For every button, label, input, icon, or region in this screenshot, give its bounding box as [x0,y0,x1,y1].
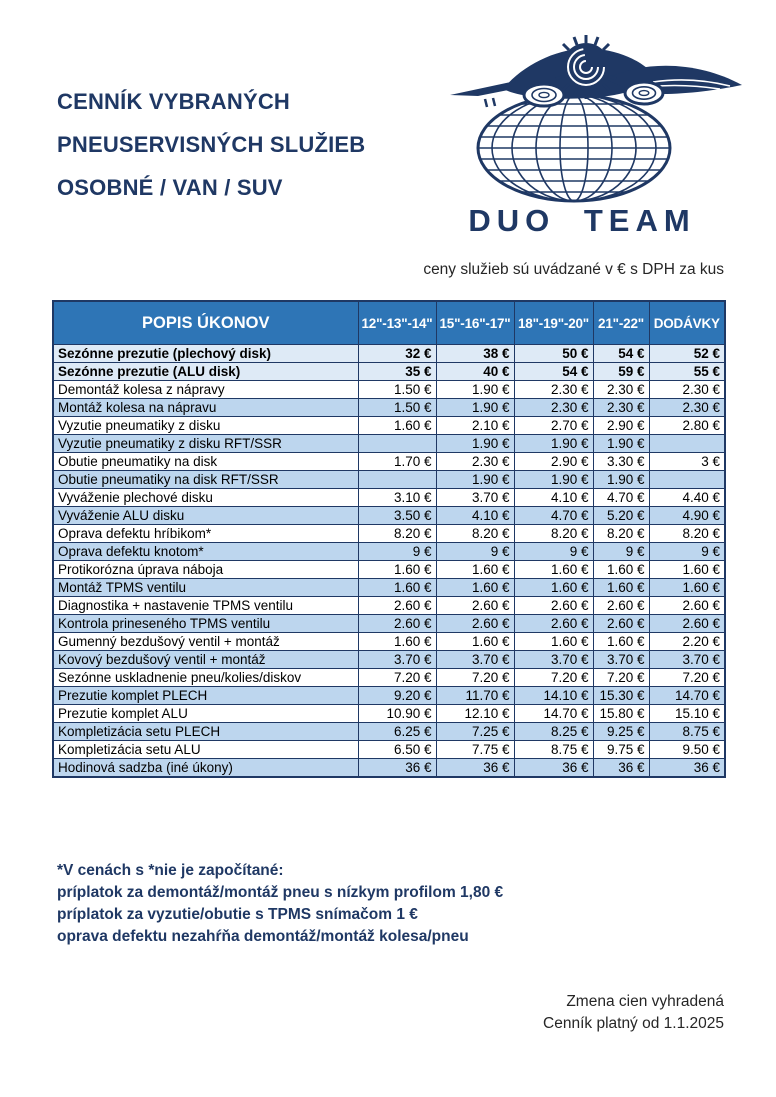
price-cell: 1.60 € [436,633,514,651]
price-cell: 8.20 € [436,525,514,543]
footnote-line-1: *V cenách s *nie je započítané: [57,862,284,879]
price-cell: 36 € [593,759,649,778]
service-label: Demontáž kolesa z nápravy [53,381,358,399]
price-cell: 7.20 € [358,669,436,687]
service-label: Vyzutie pneumatiky z disku RFT/SSR [53,435,358,453]
price-cell [358,435,436,453]
price-cell: 9.20 € [358,687,436,705]
price-cell: 3.70 € [436,651,514,669]
price-cell: 15.10 € [649,705,725,723]
price-cell: 1.90 € [436,381,514,399]
price-cell: 1.50 € [358,399,436,417]
table-row [53,345,725,363]
price-cell: 36 € [358,759,436,778]
price-cell: 9 € [593,543,649,561]
price-cell: 1.90 € [436,399,514,417]
service-label: Obutie pneumatiky na disk RFT/SSR [53,471,358,489]
price-cell: 2.60 € [649,615,725,633]
price-cell: 8.20 € [514,525,593,543]
price-cell: 2.60 € [514,615,593,633]
spiral-shell-icon [554,35,618,99]
price-cell [649,471,725,489]
col-header-12-13-14: 12"-13"-14" [358,301,436,345]
price-cell: 55 € [649,363,725,381]
footnotes [57,860,503,948]
price-cell: 7.75 € [436,741,514,759]
service-label: Obutie pneumatiky na disk [53,453,358,471]
price-cell: 1.60 € [358,561,436,579]
price-cell: 1.60 € [649,561,725,579]
col-header-15-16-17: 15"-16"-17" [436,301,514,345]
price-cell: 7.25 € [436,723,514,741]
price-cell: 1.60 € [514,633,593,651]
price-cell: 1.60 € [649,579,725,597]
table-row [53,705,725,723]
price-cell: 2.90 € [593,417,649,435]
table-row [53,615,725,633]
price-cell: 3.70 € [436,489,514,507]
title-line-1: CENNÍK VYBRANÝCH [57,89,290,114]
service-label: Sezónne uskladnenie pneu/kolies/diskov [53,669,358,687]
col-header-21-22: 21"-22" [593,301,649,345]
price-cell: 11.70 € [436,687,514,705]
price-cell: 3.30 € [593,453,649,471]
table-row [53,669,725,687]
price-cell: 32 € [358,345,436,363]
table-row [53,399,725,417]
table-row [53,723,725,741]
col-header-18-19-20: 18"-19"-20" [514,301,593,345]
service-label: Protikorózna úprava náboja [53,561,358,579]
price-cell: 7.20 € [649,669,725,687]
table-header-row [53,301,725,345]
price-cell: 1.60 € [358,417,436,435]
service-label: Oprava defektu hríbikom* [53,525,358,543]
price-cell [649,435,725,453]
price-cell: 36 € [649,759,725,778]
price-cell: 14.70 € [649,687,725,705]
service-label: Montáž TPMS ventilu [53,579,358,597]
logo-wordmark: DUO TEAM [468,203,696,238]
service-label: Sezónne prezutie (ALU disk) [53,363,358,381]
price-cell: 12.10 € [436,705,514,723]
service-label: Kompletizácia setu PLECH [53,723,358,741]
price-cell: 4.70 € [514,507,593,525]
price-cell: 10.90 € [358,705,436,723]
price-cell: 8.75 € [649,723,725,741]
price-cell: 1.90 € [436,471,514,489]
service-label: Prezutie komplet PLECH [53,687,358,705]
price-cell: 9.50 € [649,741,725,759]
price-cell: 3.70 € [358,651,436,669]
price-cell: 7.20 € [514,669,593,687]
table-row [53,687,725,705]
price-cell: 2.30 € [436,453,514,471]
price-cell: 9 € [514,543,593,561]
price-cell: 8.20 € [649,525,725,543]
price-cell: 59 € [593,363,649,381]
footnote-line-2: príplatok za demontáž/montáž pneu s nízkym profilom 1,80 € [57,884,504,901]
service-label: Kompletizácia setu ALU [53,741,358,759]
price-cell: 1.50 € [358,381,436,399]
price-cell: 14.70 € [514,705,593,723]
service-label: Oprava defektu knotom* [53,543,358,561]
table-row [53,435,725,453]
price-cell: 3.10 € [358,489,436,507]
price-cell: 1.60 € [514,579,593,597]
duo-team-logo [448,33,748,238]
table-row [53,597,725,615]
service-label: Montáž kolesa na nápravu [53,399,358,417]
table-row [53,741,725,759]
table-row [53,471,725,489]
service-label: Kontrola prineseného TPMS ventilu [53,615,358,633]
table-row [53,525,725,543]
price-cell: 54 € [593,345,649,363]
service-label: Vyváženie plechové disku [53,489,358,507]
table-row [53,363,725,381]
table-row [53,489,725,507]
footnote-line-4: oprava defektu nezahŕňa demontáž/montáž kolesa/pneu [57,928,469,945]
validity-line-1: Zmena cien vyhradená [566,993,724,1010]
price-cell: 40 € [436,363,514,381]
price-cell: 5.20 € [593,507,649,525]
price-cell: 2.60 € [436,615,514,633]
price-cell: 35 € [358,363,436,381]
price-cell: 2.60 € [649,597,725,615]
price-cell: 1.90 € [436,435,514,453]
validity-note [543,991,724,1035]
price-cell: 3.50 € [358,507,436,525]
price-cell: 9 € [649,543,725,561]
page-title [57,80,365,209]
price-cell: 4.70 € [593,489,649,507]
price-cell: 50 € [514,345,593,363]
price-cell: 1.60 € [436,561,514,579]
vat-note: ceny služieb sú uvádzané v € s DPH za kus [423,261,724,278]
price-cell: 1.90 € [514,435,593,453]
price-cell: 8.25 € [514,723,593,741]
table-row [53,381,725,399]
price-cell: 8.75 € [514,741,593,759]
col-header-dodavky: DODÁVKY [649,301,725,345]
service-label: Diagnostika + nastavenie TPMS ventilu [53,597,358,615]
price-cell: 1.90 € [514,471,593,489]
globe-icon [478,95,670,201]
price-cell: 2.60 € [593,597,649,615]
price-cell: 3 € [649,453,725,471]
price-cell: 2.30 € [593,399,649,417]
price-cell: 1.60 € [436,579,514,597]
price-cell: 2.60 € [358,615,436,633]
price-cell: 1.60 € [593,579,649,597]
table-row [53,579,725,597]
table-row [53,453,725,471]
price-cell: 15.80 € [593,705,649,723]
price-cell: 3.70 € [649,651,725,669]
table-row [53,759,725,778]
price-table [52,300,726,778]
price-cell: 9 € [358,543,436,561]
service-label: Prezutie komplet ALU [53,705,358,723]
table-row [53,633,725,651]
service-label: Hodinová sadzba (iné úkony) [53,759,358,778]
price-cell: 2.20 € [649,633,725,651]
car-icon [450,35,742,107]
price-cell: 9 € [436,543,514,561]
price-cell: 3.70 € [514,651,593,669]
price-cell: 2.30 € [514,381,593,399]
title-line-2: PNEUSERVISNÝCH SLUŽIEB [57,132,366,157]
price-cell: 8.20 € [593,525,649,543]
price-cell: 1.60 € [514,561,593,579]
price-cell: 2.30 € [514,399,593,417]
price-cell: 2.70 € [514,417,593,435]
price-cell: 4.10 € [514,489,593,507]
front-wheel-icon [625,82,663,104]
service-label: Sezónne prezutie (plechový disk) [53,345,358,363]
price-cell: 36 € [514,759,593,778]
price-cell: 2.60 € [358,597,436,615]
price-cell: 1.90 € [593,471,649,489]
rear-wheel-icon [524,84,564,106]
price-cell: 1.60 € [593,633,649,651]
table-row [53,543,725,561]
price-cell: 54 € [514,363,593,381]
table-row [53,417,725,435]
price-cell: 4.40 € [649,489,725,507]
table-row [53,561,725,579]
price-cell [358,471,436,489]
price-cell: 1.90 € [593,435,649,453]
price-cell: 9.75 € [593,741,649,759]
price-cell: 6.25 € [358,723,436,741]
service-label: Kovový bezdušový ventil + montáž [53,651,358,669]
price-cell: 2.30 € [593,381,649,399]
price-cell: 2.60 € [436,597,514,615]
price-cell: 1.60 € [593,561,649,579]
service-label: Vyváženie ALU disku [53,507,358,525]
price-cell: 9.25 € [593,723,649,741]
price-cell: 4.10 € [436,507,514,525]
price-cell: 2.60 € [514,597,593,615]
price-cell: 7.20 € [593,669,649,687]
table-row [53,651,725,669]
price-cell: 7.20 € [436,669,514,687]
price-cell: 2.60 € [593,615,649,633]
price-cell: 8.20 € [358,525,436,543]
price-cell: 15.30 € [593,687,649,705]
price-cell: 38 € [436,345,514,363]
price-cell: 2.80 € [649,417,725,435]
table-row [53,507,725,525]
title-line-3: OSOBNÉ / VAN / SUV [57,175,283,200]
price-cell: 3.70 € [593,651,649,669]
price-cell: 1.60 € [358,633,436,651]
footnote-line-3: príplatok za vyzutie/obutie s TPMS snímačom 1 € [57,906,418,923]
price-cell: 2.30 € [649,399,725,417]
col-header-popis-ukonov: POPIS ÚKONOV [53,301,358,345]
price-cell: 2.10 € [436,417,514,435]
price-cell: 2.30 € [649,381,725,399]
price-cell: 6.50 € [358,741,436,759]
service-label: Gumenný bezdušový ventil + montáž [53,633,358,651]
price-cell: 14.10 € [514,687,593,705]
price-cell: 1.70 € [358,453,436,471]
price-cell: 4.90 € [649,507,725,525]
globe-car-logo-graphic [448,33,748,238]
price-cell: 2.90 € [514,453,593,471]
service-label: Vyzutie pneumatiky z disku [53,417,358,435]
price-cell: 52 € [649,345,725,363]
price-cell: 1.60 € [358,579,436,597]
validity-line-2: Cenník platný od 1.1.2025 [543,1015,724,1032]
price-cell: 36 € [436,759,514,778]
